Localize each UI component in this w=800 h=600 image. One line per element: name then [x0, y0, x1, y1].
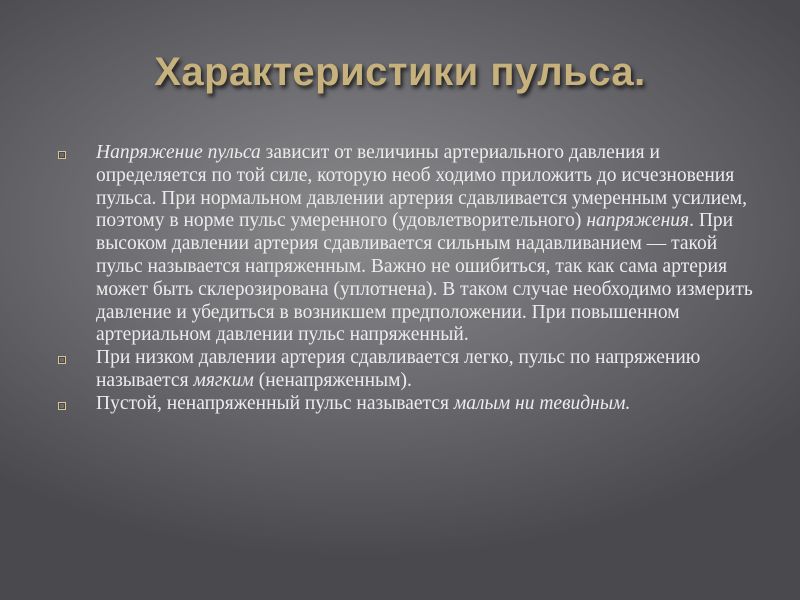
square-bullet-icon	[58, 356, 66, 364]
bullet-1-segment-1: Напряжение пульса	[96, 142, 261, 163]
bullet-1-segment-4: . При высоком давлении артерия сдавливается сильным надавливанием — такой пульс называется напряженным. Важно не ошибиться, так как сама артерия может быть склерозирована (уплотнена). В таком случае необходимо измерить давление и убедиться в возникшем предположении. При повышенном артериальном давлении пульс напряженный.	[96, 210, 753, 346]
bullet-1-segment-2: зависит от величины артериального давления и определяется по той силе, которую необ ходимо приложить до исчезновения пульса. При нормальном давлении артерия сдавливается умеренным усилием, поэтому в норме пульс умеренного (удовлетворительного)	[96, 142, 747, 232]
bullet-text-3	[96, 393, 756, 416]
bullet-list	[56, 142, 756, 416]
bullet-item-1	[56, 142, 756, 347]
bullet-2-segment-2: мягким	[193, 369, 254, 391]
bullet-2-segment-3: (ненапряженным).	[253, 369, 412, 391]
bullet-item-3	[56, 393, 756, 416]
bullet-1-segment-3: напряжения	[586, 210, 690, 232]
bullet-3-segment-2: малым ни тевидным.	[453, 392, 631, 414]
bullet-item-2	[56, 347, 756, 393]
square-bullet-icon	[58, 151, 66, 159]
bullet-2-segment-1: При низком давлении артерия сдавливается легко, пульс по напряжению называется	[96, 347, 701, 391]
bullet-text-2	[96, 347, 756, 393]
slide-title: Характеристики пульса.	[154, 50, 646, 94]
bullet-text-1	[96, 142, 756, 347]
bullet-3-segment-1: Пустой, ненапряженный пульс называется	[96, 392, 454, 414]
square-bullet-icon	[58, 402, 66, 410]
